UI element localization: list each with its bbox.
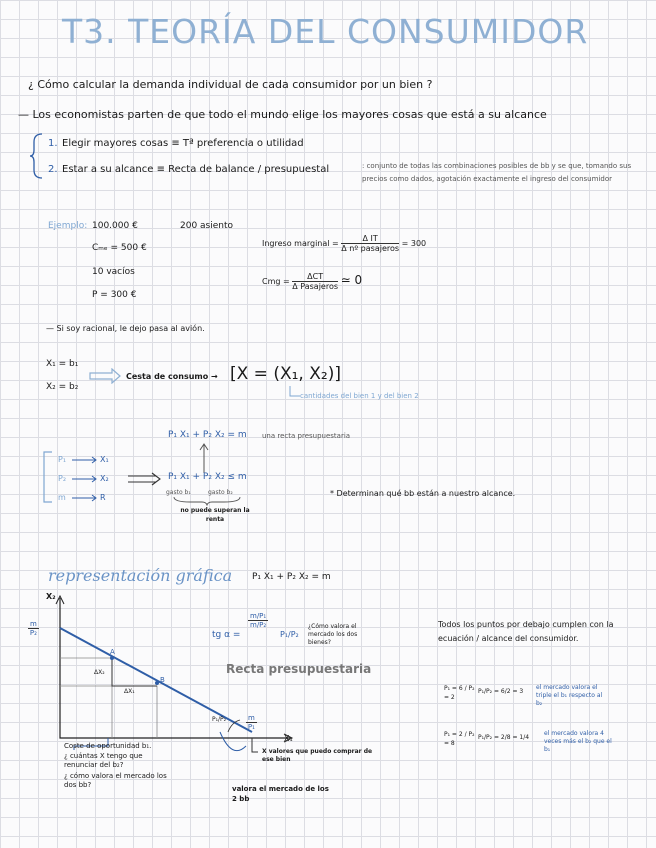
tg-note: ¿Cómo valora el mercado los dos bienes? bbox=[308, 623, 358, 646]
basket-x2: X₂ = b₂ bbox=[46, 382, 79, 392]
corner-line bbox=[288, 386, 300, 400]
item2-text: Estar a su alcance ≡ Recta de balance / presupuestal bbox=[62, 164, 330, 175]
ex2-text: el mercado valora 4 veces más el b₂ que el b₁ bbox=[544, 730, 612, 753]
im-label: Ingreso marginal = bbox=[262, 239, 339, 249]
basket-vector: [X = (X₁, X₂)] bbox=[230, 364, 341, 384]
output-r: R bbox=[100, 493, 106, 502]
x-valores-pointer bbox=[252, 738, 258, 752]
m-over-p2 bbox=[28, 620, 39, 637]
cmg-label: Cmg = bbox=[262, 277, 290, 287]
intro-question: ¿ Cómo calcular la demanda individual de cada consumidor por un bien ? bbox=[28, 78, 433, 91]
intro-premise-text: Los economistas parten de que todo el mundo elige los mayores cosas que está a su alcance bbox=[32, 108, 547, 121]
basket-x1: X₁ = b₁ bbox=[46, 359, 79, 369]
item2-note: : conjunto de todas las combinaciones posibles de bb y se que, tomando sus precios como dados, agotación exactamente el ingreso del consumidor bbox=[362, 162, 632, 183]
im-result: = 300 bbox=[401, 239, 427, 249]
gasto-b1: gasto b₁ bbox=[166, 489, 191, 496]
delta-x2: ΔX₂ bbox=[94, 669, 105, 676]
input-m: m bbox=[58, 493, 66, 502]
note-below: Todos los puntos por debajo cumplen con la ecuación / alcance del consumidor. bbox=[438, 620, 614, 643]
double-arrow-icon bbox=[88, 368, 122, 384]
point-b-label: B bbox=[160, 676, 165, 684]
x-valores-note: X valores que puedo comprar de ese bien bbox=[262, 748, 373, 763]
rational-note: — Si soy racional, le dejo pasa al avión. bbox=[46, 324, 205, 333]
output-x1: X₁ bbox=[100, 455, 109, 464]
helper-b bbox=[60, 686, 157, 738]
item1-text: Elegir mayores cosas ≡ Tª preferencia o utilidad bbox=[62, 138, 304, 149]
no-superar: no puede superan la renta bbox=[180, 507, 250, 523]
budget-recta: P₁ X₁ + P₂ X₂ = m bbox=[168, 430, 247, 440]
brace-under bbox=[172, 496, 242, 506]
ex2-prices: P₁ = 2 / P₂ = 8 bbox=[444, 731, 475, 747]
m-over-p1 bbox=[246, 714, 257, 731]
example-price: P = 300 € bbox=[92, 290, 137, 300]
graph-title: representación gráfica bbox=[48, 566, 233, 585]
delta-x1: ΔX₁ bbox=[124, 688, 135, 695]
implies-arrow-icon bbox=[126, 472, 164, 486]
graph-equation: P₁ X₁ + P₂ X₂ = m bbox=[252, 572, 331, 582]
im-numerator: Δ IT bbox=[341, 234, 399, 244]
point-a-marker bbox=[110, 656, 114, 660]
example-asientos: 200 asiento bbox=[180, 221, 234, 231]
input-p1: P₁ bbox=[58, 455, 67, 464]
recta-label: Recta presupuestaria bbox=[226, 662, 372, 676]
up-arrow-icon bbox=[198, 442, 210, 474]
basket-cantidades: cantidades del bien 1 y del bien 2 bbox=[300, 392, 419, 400]
angle-label: P₁/P₂ bbox=[212, 716, 227, 723]
axis-y-label: X₂ bbox=[46, 592, 56, 601]
delta-triangle bbox=[112, 658, 157, 686]
example-ingreso: 100.000 € bbox=[92, 221, 138, 231]
item1-number: 1. bbox=[48, 138, 58, 149]
page-title: T3. TEORÍA DEL CONSUMIDOR bbox=[62, 12, 589, 51]
cmg-denominator: Δ Pasajeros bbox=[292, 282, 339, 292]
point-a-label: A bbox=[110, 648, 115, 656]
intro-premise: — Los economistas parten de que todo el mundo elige los mayores cosas que está a su alcance bbox=[18, 108, 547, 121]
point-b-marker bbox=[155, 681, 159, 685]
valora-note: valora el mercado de los 2 bb bbox=[232, 785, 329, 803]
example-vacios: 10 vacíos bbox=[92, 267, 135, 277]
gasto-b2: gasto b₂ bbox=[208, 489, 233, 496]
input-p2: P₂ bbox=[58, 474, 67, 483]
im-denominator: Δ nº pasajeros bbox=[341, 244, 400, 254]
item2-number: 2. bbox=[48, 164, 58, 175]
budget-determinan: * Determinan qué bb están a nuestro alcance. bbox=[330, 489, 516, 498]
coste-question2: ¿ cómo valora el mercado los dos bb? bbox=[64, 772, 167, 789]
output-x2: X₂ bbox=[100, 474, 109, 483]
ex1-ratio: P₁/P₂ = 6/2 = 3 bbox=[478, 688, 524, 695]
intro-bracket bbox=[28, 132, 48, 180]
example-cme: Cₘₑ = 500 € bbox=[92, 243, 147, 253]
ex2-ratio: P₁/P₂ = 2/8 = 1/4 bbox=[478, 734, 530, 741]
ex1-prices: P₁ = 6 / P₂ = 2 bbox=[444, 685, 475, 701]
ex1-text: el mercado valora el triple el b₁ respecto al b₂ bbox=[536, 684, 603, 707]
budget-recta-label: una recta presupuestaria bbox=[262, 432, 351, 440]
budget-arrows bbox=[70, 454, 100, 504]
example-label: Ejemplo: bbox=[48, 221, 88, 231]
budget-inequality: P₁ X₁ + P₂ X₂ ≤ m bbox=[168, 472, 247, 482]
tg-fraction: $\frac{\text{m/P₁}}{\text{m/P₂}}$ bbox=[250, 612, 267, 630]
axis-x-label: X₁ bbox=[284, 734, 293, 743]
cmg-numerator: ΔCT bbox=[292, 272, 338, 282]
m-p1-num: m bbox=[248, 714, 255, 722]
m-p2-den: P₂ bbox=[29, 629, 37, 638]
coste-oportunidad: Coste de oportunidad b₁. bbox=[64, 742, 152, 750]
m-p1-den: P₁ bbox=[247, 723, 255, 732]
coste-marginal bbox=[262, 272, 362, 291]
coste-question1: ¿ cuántas X tengo que renunciar del b₂? bbox=[64, 752, 143, 769]
cmg-result: ≃ 0 bbox=[340, 273, 363, 288]
valora-pointer bbox=[220, 732, 246, 751]
tg-label: tg α = bbox=[212, 630, 241, 640]
budget-bracket bbox=[40, 450, 58, 504]
tg-result: P₁/P₂ bbox=[280, 630, 299, 639]
m-p2-num: m bbox=[30, 620, 37, 628]
basket-cesta: Cesta de consumo → bbox=[126, 372, 218, 381]
ingreso-marginal bbox=[262, 234, 426, 253]
